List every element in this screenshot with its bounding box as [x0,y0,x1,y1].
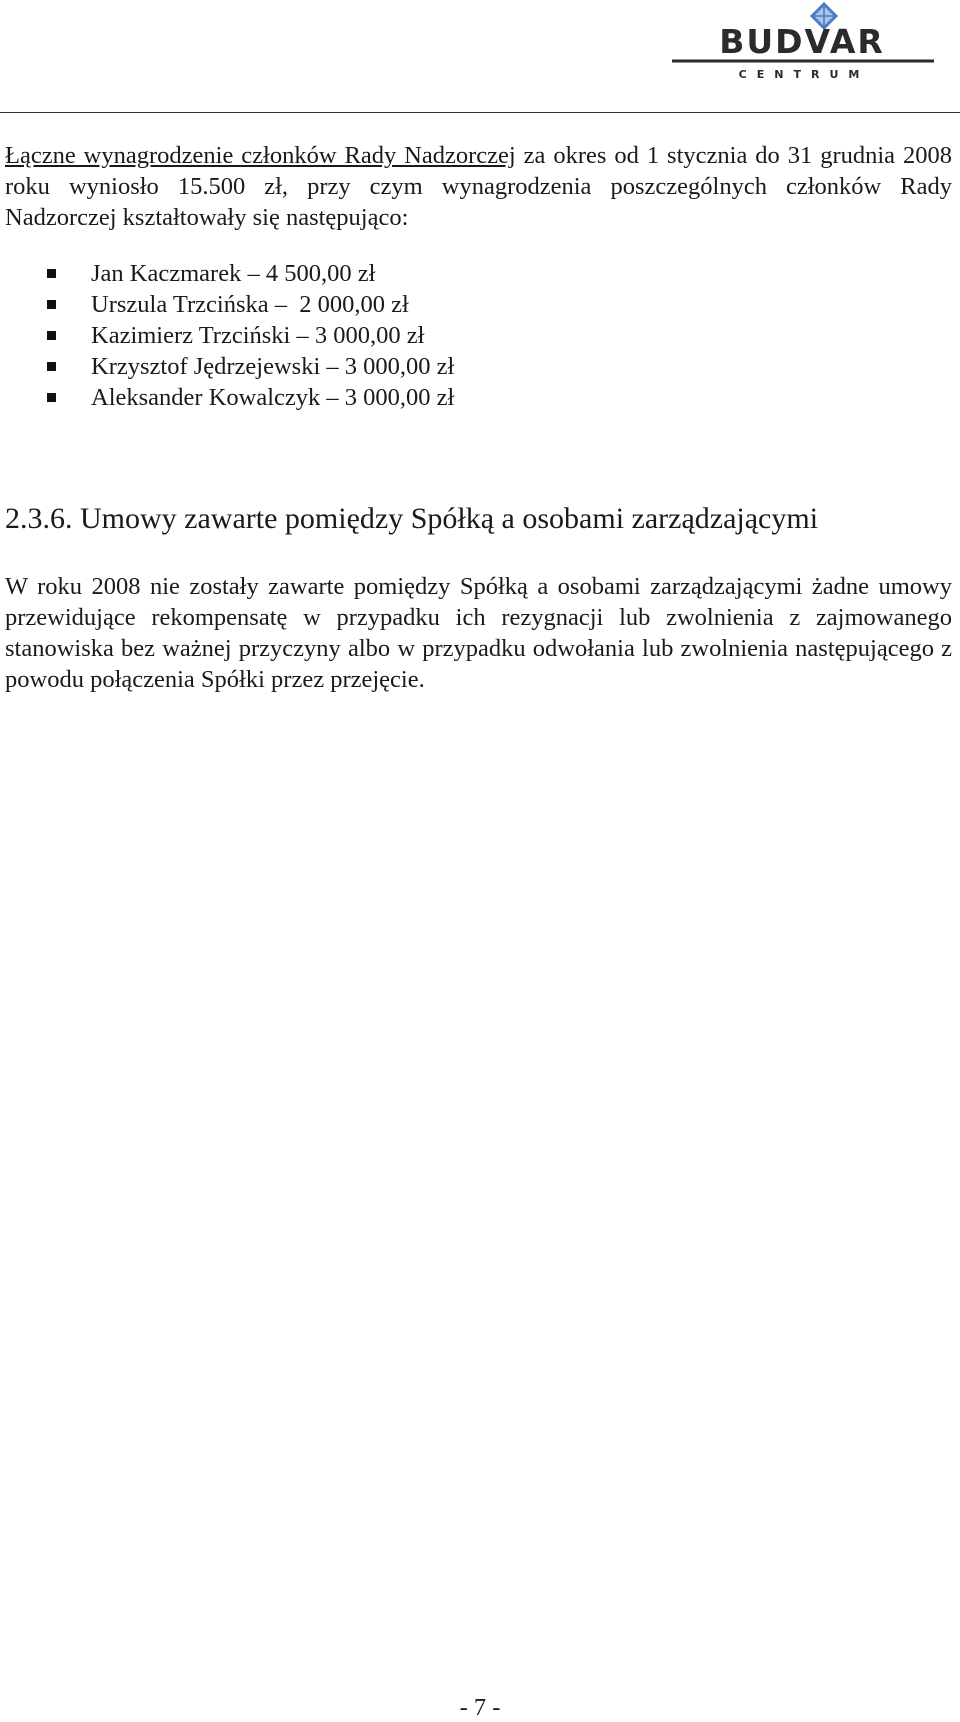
bullet-square-icon [47,269,56,278]
remuneration-paragraph [5,140,952,233]
section-heading: 2.3.6. Umowy zawarte pomiędzy Spółką a osobami zarządzającymi [5,502,819,535]
list-item: Kazimierz Trzciński – 3 000,00 zł [5,320,952,351]
list-item: Krzysztof Jędrzejewski – 3 000,00 zł [5,351,952,382]
logo-subtitle-text: CENTRUM [738,68,870,81]
document-body [5,140,952,695]
list-item: Aleksander Kowalczyk – 3 000,00 zł [5,382,952,413]
page-number: - 7 - [459,1694,501,1721]
list-item: Jan Kaczmarek – 4 500,00 zł [5,258,952,289]
budvar-centrum-logo [662,0,942,88]
bullet-square-icon [47,331,56,340]
bullet-square-icon [47,300,56,309]
bullet-square-icon [47,362,56,371]
header-divider [0,112,960,113]
bullet-square-icon [47,393,56,402]
underlined-phrase: Łączne wynagrodzenie członków Rady Nadzorczej [5,142,516,169]
member-list [5,258,952,413]
logo-brand-text: BUDVAR [719,22,885,61]
list-item: Urszula Trzcińska – 2 000,00 zł [5,289,952,320]
contracts-paragraph: W roku 2008 nie zostały zawarte pomiędzy Spółką a osobami zarządzającymi żadne umowy przewidujące rekompensatę w przypadku ich rezygnacji lub zwolnienia z zajmowanego stanowiska bez ważnej przyczyny albo w przypadku odwołania lub zwolnienia następującego z powodu połączenia Spółki przez przejęcie. [5,573,952,693]
paragraph-text: za okres od 1 stycznia do 31 grudnia 2008 roku wyniosło 15.500 zł, przy czym wynagrodzenia poszczególnych członków Rady Nadzorczej kształtowały się następująco: [5,142,952,231]
